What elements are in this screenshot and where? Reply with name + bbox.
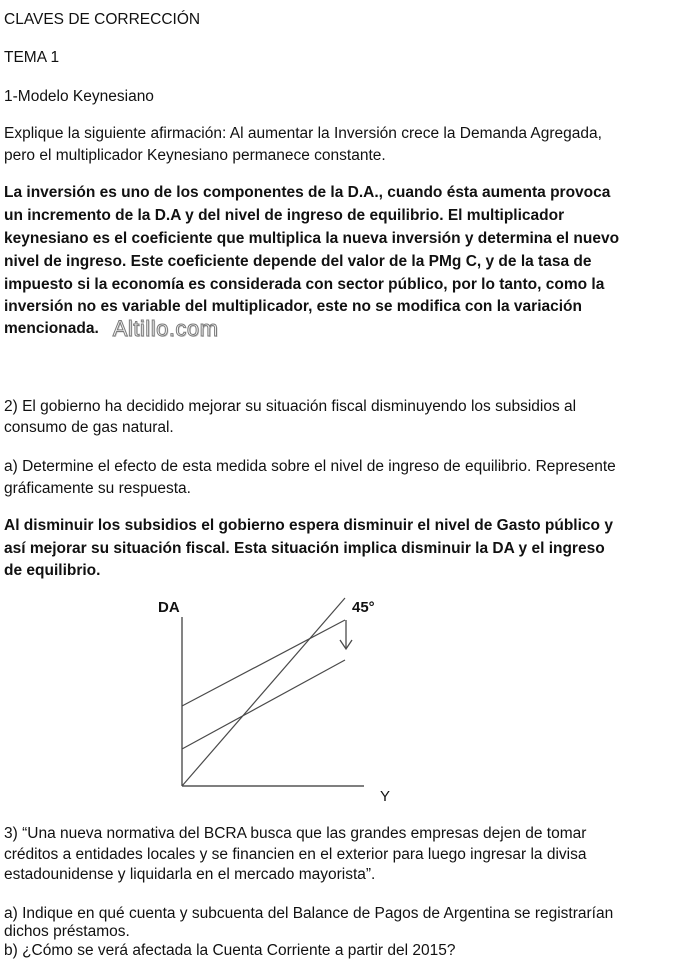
answer-1-line: keynesiano es el coeficiente que multiplica la nueva inversión y determina el nuevo: [4, 230, 620, 247]
question-3b: b) ¿Cómo se verá afectada la Cuenta Corriente a partir del 2015?: [4, 942, 456, 959]
question-3a-line: dichos préstamos.: [4, 923, 130, 940]
question-2-line: 2) El gobierno ha decidido mejorar su situación fiscal disminuyendo los subsidios al: [4, 398, 577, 415]
answer-1-line: inversión no es variable del multiplicador, este no se modifica con la variación: [4, 298, 582, 315]
document-heading: CLAVES DE CORRECCIÓN: [4, 11, 201, 28]
line-45-degree: [182, 598, 345, 786]
answer-1-line: nivel de ingreso. Este coeficiente depende del valor de la PMg C, y de la tasa de: [4, 253, 592, 270]
answer-1-line: impuesto si la economía es considerada con sector público, por lo tanto, como la: [4, 276, 605, 293]
answer-1-line: mencionada.: [4, 320, 99, 337]
y-axis-label: DA: [158, 599, 180, 616]
question-3-line: créditos a entidades locales y se financien en el exterior para luego ingresar la divisa: [4, 846, 587, 863]
question-3a-line: a) Indique en qué cuenta y subcuenta del Balance de Pagos de Argentina se registrarían: [4, 905, 614, 922]
tema-label: TEMA 1: [4, 49, 60, 66]
line-45-label: 45°: [352, 599, 375, 616]
watermark-logo: Altillo.com: [112, 316, 219, 341]
answer-1-line: La inversión es uno de los componentes de la D.A., cuando ésta aumenta provoca: [4, 184, 611, 201]
downward-shift-arrow-icon: [340, 620, 352, 649]
answer-2-line: Al disminuir los subsidios el gobierno espera disminuir el nivel de Gasto público y: [4, 517, 613, 534]
question-2-line: consumo de gas natural.: [4, 419, 174, 436]
question-2a-line: a) Determine el efecto de esta medida sobre el nivel de ingreso de equilibrio. Represente: [4, 458, 616, 475]
x-axis-label: Y: [380, 788, 391, 805]
answer-1-line: un incremento de la D.A y del nivel de ingreso de equilibrio. El multiplicador: [4, 207, 565, 224]
question-3-line: 3) “Una nueva normativa del BCRA busca que las grandes empresas dejen de tomar: [4, 825, 587, 842]
question-2a-line: gráficamente su respuesta.: [4, 480, 191, 497]
answer-2-line: así mejorar su situación fiscal. Esta situación implica disminuir la DA y el ingreso: [4, 540, 605, 557]
question-1-line: Explique la siguiente afirmación: Al aumentar la Inversión crece la Demanda Agregada,: [4, 125, 602, 142]
da-line-reduced: [182, 660, 345, 749]
answer-2-line: de equilibrio.: [4, 562, 101, 579]
section1-title: 1-Modelo Keynesiano: [4, 88, 154, 105]
question-3-line: estadounidense y liquidarla en el mercado mayorista”.: [4, 866, 376, 883]
question-1-line: pero el multiplicador Keynesiano permanece constante.: [4, 147, 386, 164]
da-line-initial: [182, 620, 345, 706]
